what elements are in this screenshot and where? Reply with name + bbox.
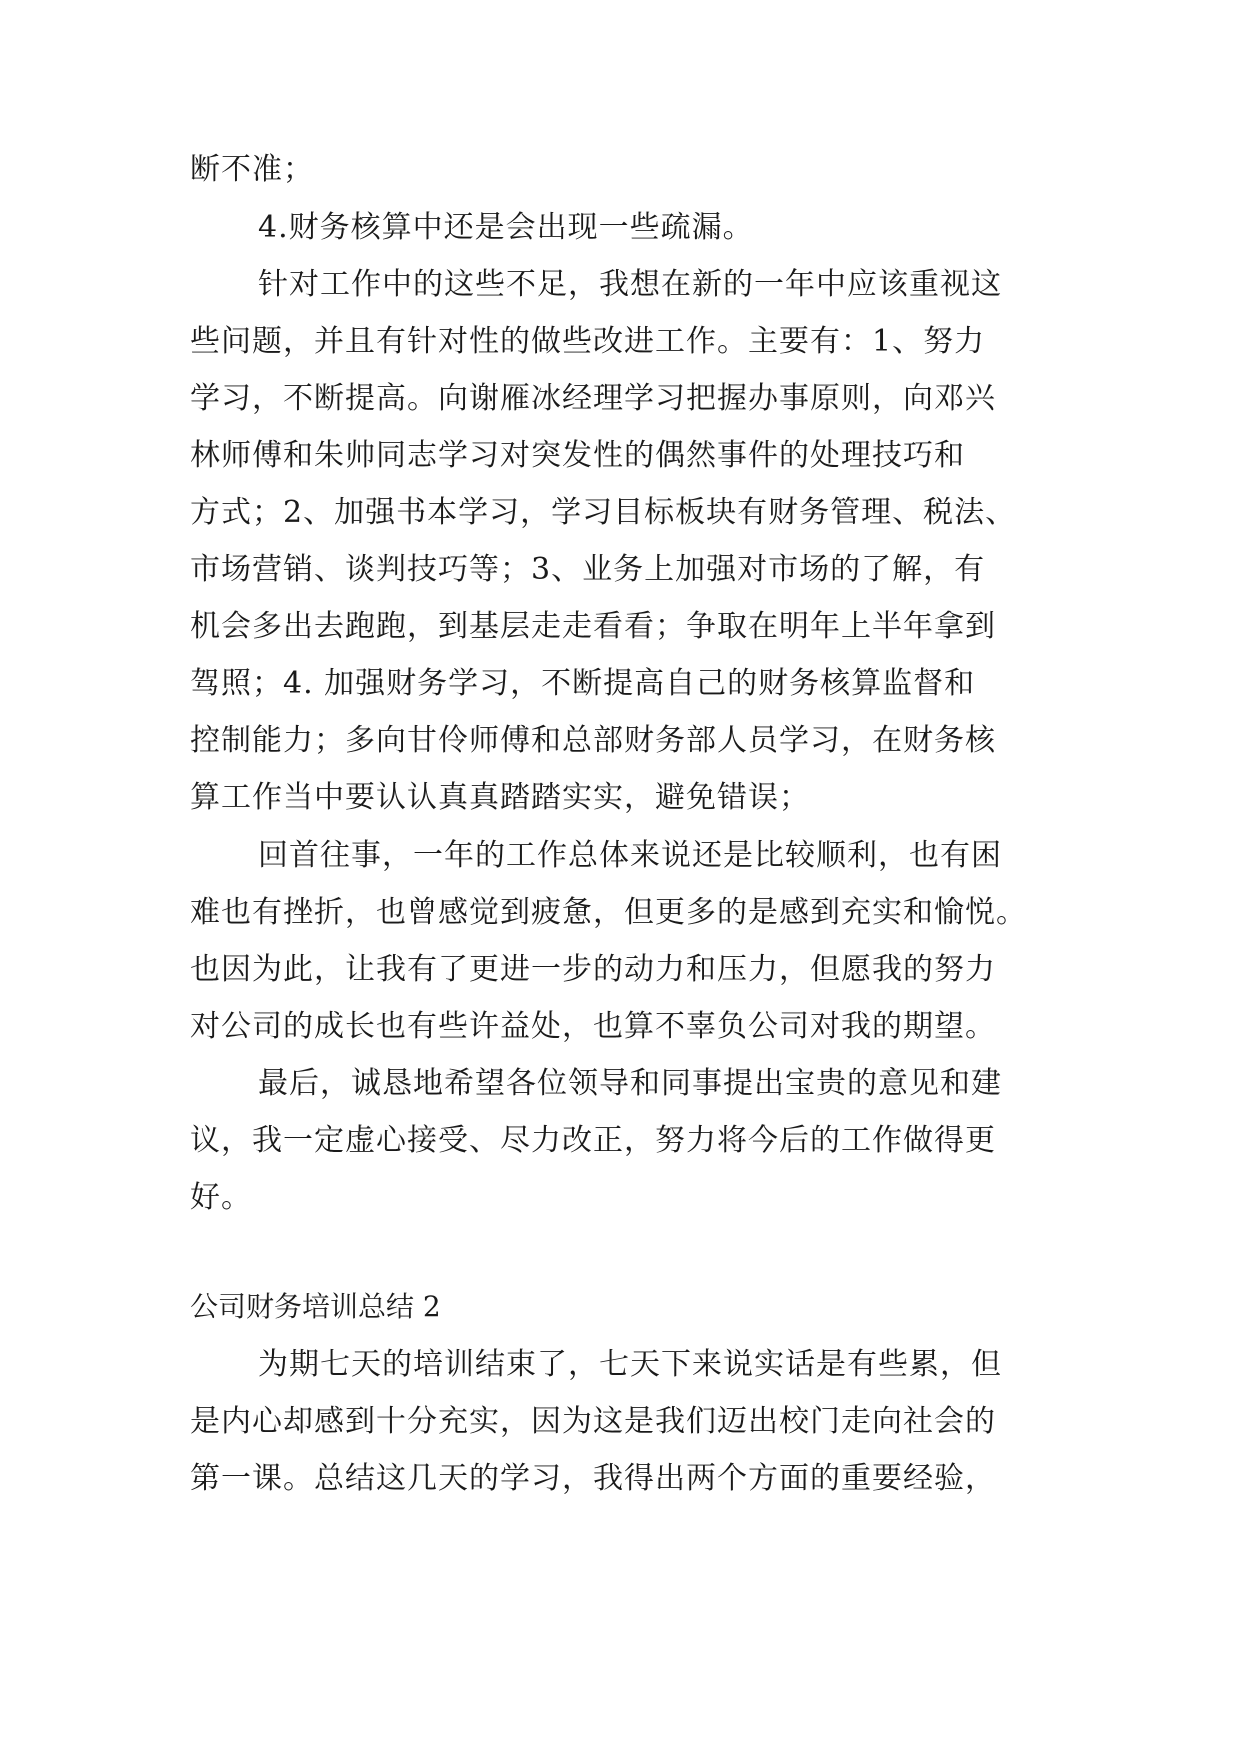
text-line: 控制能力；多向甘伶师傅和总部财务部人员学习，在财务核 (190, 723, 996, 758)
paragraph-start: 最后，诚恳地希望各位领导和同事提出宝贵的意见和建 (258, 1066, 1002, 1101)
text-line: 算工作当中要认认真真踏踏实实，避免错误； (190, 780, 810, 815)
text-line: 是内心却感到十分充实，因为这是我们迈出校门走向社会的 (190, 1404, 996, 1439)
text-line: 好。 (190, 1180, 252, 1215)
text-line: 议，我一定虚心接受、尽力改正，努力将今后的工作做得更 (190, 1123, 996, 1158)
paragraph-start: 为期七天的培训结束了，七天下来说实话是有些累，但 (258, 1347, 1002, 1382)
text-line: 难也有挫折，也曾感觉到疲惫，但更多的是感到充实和愉悦。 (190, 895, 1027, 930)
paragraph-start: 回首往事，一年的工作总体来说还是比较顺利，也有困 (258, 838, 1002, 873)
paragraph-start: 针对工作中的这些不足，我想在新的一年中应该重视这 (258, 267, 1002, 302)
section-heading: 公司财务培训总结 2 (190, 1290, 441, 1323)
text-line: 驾照；4. 加强财务学习，不断提高自己的财务核算监督和 (190, 666, 976, 701)
text-line: 些问题，并且有针对性的做些改进工作。主要有：1、努力 (190, 324, 986, 359)
text-line: 也因为此，让我有了更进一步的动力和压力，但愿我的努力 (190, 952, 996, 987)
text-line: 4.财务核算中还是会出现一些疏漏。 (258, 210, 754, 245)
text-line: 断不准； (190, 152, 314, 187)
text-line: 对公司的成长也有些许益处，也算不辜负公司对我的期望。 (190, 1009, 996, 1044)
text-line: 方式；2、加强书本学习，学习目标板块有财务管理、税法、 (190, 495, 1017, 530)
text-line: 机会多出去跑跑，到基层走走看看；争取在明年上半年拿到 (190, 609, 996, 644)
text-line: 第一课。总结这几天的学习，我得出两个方面的重要经验， (190, 1461, 996, 1496)
text-line: 学习，不断提高。向谢雁冰经理学习把握办事原则，向邓兴 (190, 381, 996, 416)
text-line: 林师傅和朱帅同志学习对突发性的偶然事件的处理技巧和 (190, 438, 965, 473)
text-line: 市场营销、谈判技巧等；3、业务上加强对市场的了解，有 (190, 552, 986, 587)
